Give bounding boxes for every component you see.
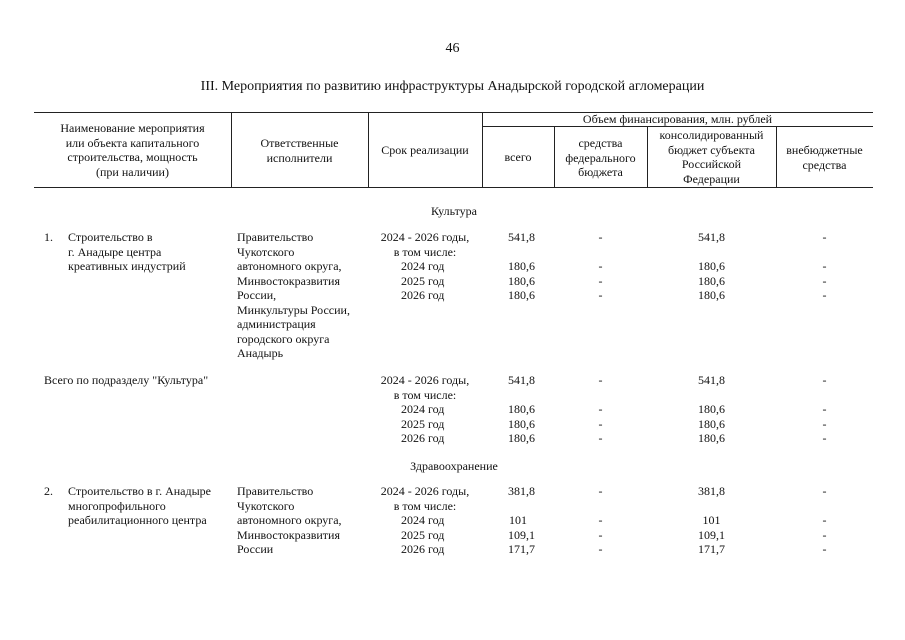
row-number: 2. [44,484,53,498]
cell-federal: - [598,542,603,556]
row-year: 2025 год [401,273,445,288]
row-name: Строительство в г. Анадыре центра креативных индустрий [68,230,186,273]
cell-federal: - [598,402,603,416]
cell-regional: 101 [702,513,721,527]
cell-total: 171,7 [508,542,535,556]
cell-extra: - [822,431,827,445]
cell-total: 541,8 [508,230,535,244]
cell-extra: - [822,513,827,527]
subtotal-name: Всего по подразделу "Культура" [44,373,209,387]
cell-total: 109,1 [508,527,535,542]
cell-federal: - [598,273,603,288]
cell-federal: - [598,416,603,431]
row-year: 2024 год [401,259,445,273]
row-responsible: Правительство Чукотского автономного округа, Минвостокразвития России, Минкультуры России, администрация городского округа Анадырь [237,230,350,360]
cell-extra: - [822,230,827,244]
cell-extra: - [822,484,827,498]
cell-total: 180,6 [508,431,535,445]
header-federal: средства федерального бюджета [565,136,636,179]
row-term: 2024 - 2026 годы, [380,373,470,387]
row-year: 2026 год [401,542,445,556]
row-term-incl: в том числе: [393,387,457,402]
page-number: 46 [445,41,460,56]
cell-extra: - [822,416,827,431]
row-year: 2025 год [401,527,445,542]
cell-federal: - [598,484,603,498]
cell-federal: - [598,288,603,302]
row-year: 2024 год [401,402,445,416]
row-term-incl: в том числе: [393,498,457,513]
row-year: 2024 год [401,513,445,527]
header-term: Срок реализации [381,143,469,157]
cell-extra: - [822,288,827,302]
page-title: III. Мероприятия по развитию инфраструктуры Анадырской городской агломерации [200,79,705,94]
cell-regional: 180,6 [698,259,725,273]
section-culture: Культура [431,204,477,218]
cell-total: 541,8 [508,373,535,387]
header-extra: внебюджетные средства [786,143,863,172]
cell-extra: - [822,542,827,556]
cell-regional: 109,1 [698,527,725,542]
cell-regional: 180,6 [698,288,725,302]
header-responsible: Ответственные исполнители [260,136,339,165]
cell-federal: - [598,259,603,273]
cell-total: 180,6 [508,288,535,302]
cell-total: 180,6 [508,259,535,273]
row-term-incl: в том числе: [393,244,457,259]
cell-regional: 180,6 [698,416,725,431]
header-total: всего [504,150,532,164]
cell-total: 180,6 [508,402,535,416]
row-term: 2024 - 2026 годы, [380,484,470,498]
row-name: Строительство в г. Анадыре многопрофильного реабилитационного центра [68,484,211,527]
cell-extra: - [822,527,827,542]
row-number: 1. [44,230,53,244]
cell-extra: - [822,259,827,273]
cell-total: 381,8 [508,484,535,498]
cell-federal: - [598,527,603,542]
header-funding: Объем финансирования, млн. рублей [582,112,773,126]
cell-regional: 541,8 [698,230,725,244]
cell-extra: - [822,373,827,387]
cell-regional: 180,6 [698,273,725,288]
row-responsible: Правительство Чукотского автономного округа, Минвостокразвития России [237,484,342,556]
header-regional: консолидированный бюджет субъекта Российской Федерации [659,128,764,186]
cell-regional: 180,6 [698,402,725,416]
cell-extra: - [822,273,827,288]
cell-total: 101 [509,513,527,527]
row-year: 2026 год [401,288,445,302]
cell-regional: 180,6 [698,431,725,445]
cell-total: 180,6 [508,273,535,288]
cell-regional: 541,8 [698,373,725,387]
cell-extra: - [822,402,827,416]
section-health: Здравоохранение [410,459,498,473]
cell-regional: 171,7 [698,542,725,556]
cell-regional: 381,8 [698,484,725,498]
row-term: 2024 - 2026 годы, [380,230,470,244]
cell-federal: - [598,373,603,387]
cell-federal: - [598,431,603,445]
cell-federal: - [598,513,603,527]
row-year: 2025 год [401,416,445,431]
row-year: 2026 год [401,431,445,445]
header-name: Наименование мероприятия или объекта капитального строительства, мощность (при наличии) [60,121,205,179]
cell-total: 180,6 [508,416,535,431]
cell-federal: - [598,230,603,244]
